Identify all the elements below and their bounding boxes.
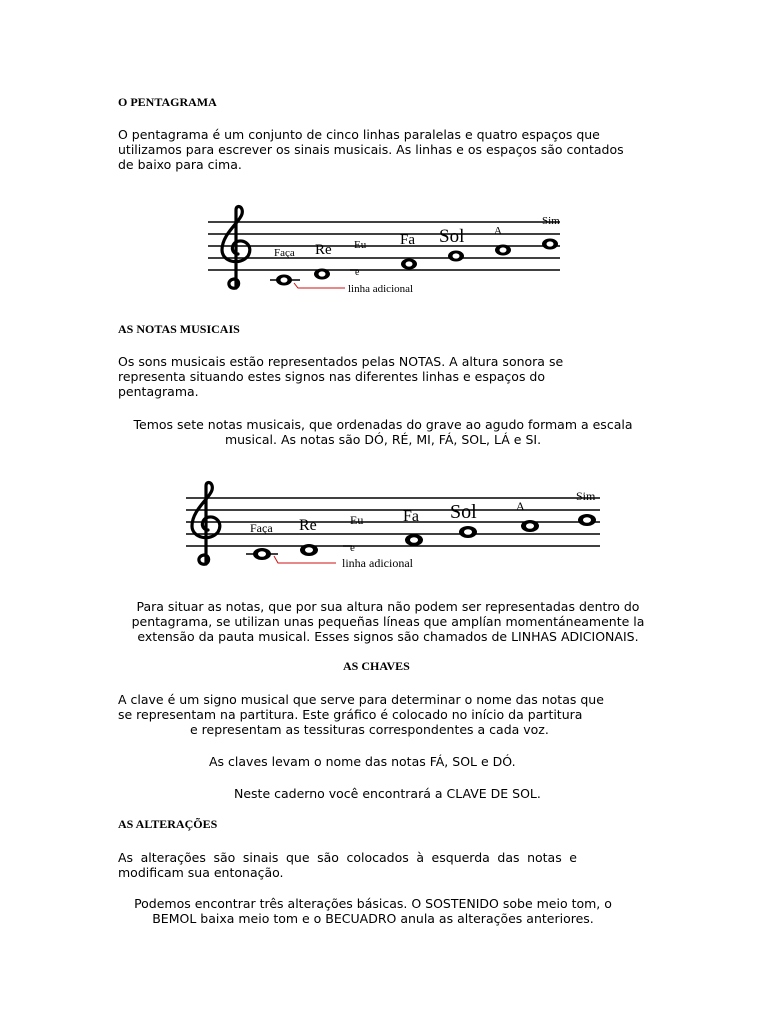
paragraph-notas-1 [118,354,563,399]
note-label: Eu [350,513,364,527]
note-label: Fa [400,232,415,248]
ledger-label: linha adicional [342,556,413,570]
paragraph-alteracoes-2 [118,896,628,926]
heading-notas-musicais: AS NOTAS MUSICAIS [118,322,240,336]
note-label: A [516,499,525,513]
treble-clef-icon [222,207,250,289]
note-label: Sim [542,215,560,227]
paragraph-notas-3 [118,599,658,644]
text-line: utilizamos para escrever os sinais musicais. As linhas e os espaços são contados [118,142,624,157]
ledger-pointer-line [274,556,336,563]
note-name-labels [250,489,596,535]
paragraph-pentagrama [118,127,624,172]
note-label: Re [315,242,332,258]
note-label: Faça [274,247,295,259]
text-line: As alterações são sinais que são colocados à esquerda das notas e [118,850,577,865]
staff-figure-1 [200,200,570,300]
text-line: de baixo para cima. [118,157,242,172]
text-line: Os sons musicais estão representados pelas NOTAS. A altura sonora se [118,354,564,369]
text-line: Neste caderno você encontrará a CLAVE DE SOL. [234,786,541,801]
text-line: As claves levam o nome das notas FÁ, SOL e DÓ. [209,754,516,769]
note-label: Fa [403,508,419,525]
note-label: Eu [354,239,367,251]
note-label: Sol [450,501,477,523]
note-label: Sol [439,226,465,247]
paragraph-chaves-1 [118,692,604,737]
paragraph-chaves-2 [209,754,516,769]
paragraph-chaves-3 [234,786,541,801]
paragraph-alteracoes-1 [118,850,577,880]
staff-lines [186,498,600,546]
text-line: se representam na partitura. Este gráfico é colocado no início da partitura [118,707,583,722]
text-line: Para situar as notas, que por sua altura não podem ser representadas dentro do [136,599,640,614]
text-line: Podemos encontrar três alterações básicas. O SOSTENIDO sobe meio tom, o [134,896,612,911]
text-line: pentagrama, se utilizan unas pequeñas líneas que amplían momentáneamente la [131,614,645,629]
treble-clef-icon [192,483,220,565]
staff-figure-2 [178,476,608,576]
heading-chaves: AS CHAVES [343,659,410,673]
text-line: modificam sua entonação. [118,865,284,880]
e-label: e [350,542,355,554]
paragraph-notas-2 [118,417,648,447]
text-line: Temos sete notas musicais, que ordenadas do grave ao agudo formam a escala [133,417,633,432]
ledger-label: linha adicional [348,283,414,295]
note-label: Sim [576,489,596,503]
note-label: A [494,225,502,237]
heading-pentagrama: O PENTAGRAMA [118,95,217,109]
text-line: extensão da pauta musical. Esses signos são chamados de LINHAS ADICIONAIS. [137,629,639,644]
e-label: e [355,267,360,278]
heading-alteracoes: AS ALTERAÇÕES [118,817,218,831]
note-label: Re [299,517,317,534]
text-line: BEMOL baixa meio tom e o BECUADRO anula as alterações anteriores. [152,911,594,926]
text-line: O pentagrama é um conjunto de cinco linhas paralelas e quatro espaços que [118,127,600,142]
text-line: representa situando estes signos nas diferentes linhas e espaços do [118,369,546,384]
text-line: A clave é um signo musical que serve para determinar o nome das notas que [118,692,604,707]
ledger-pointer-line [294,283,345,288]
text-line: pentagrama. [118,384,199,399]
text-line: e representam as tessituras correspondentes a cada voz. [190,722,549,737]
note-label: Faça [250,521,273,535]
text-line: musical. As notas são DÓ, RÉ, MI, FÁ, SOL, LÁ e SI. [224,432,542,447]
